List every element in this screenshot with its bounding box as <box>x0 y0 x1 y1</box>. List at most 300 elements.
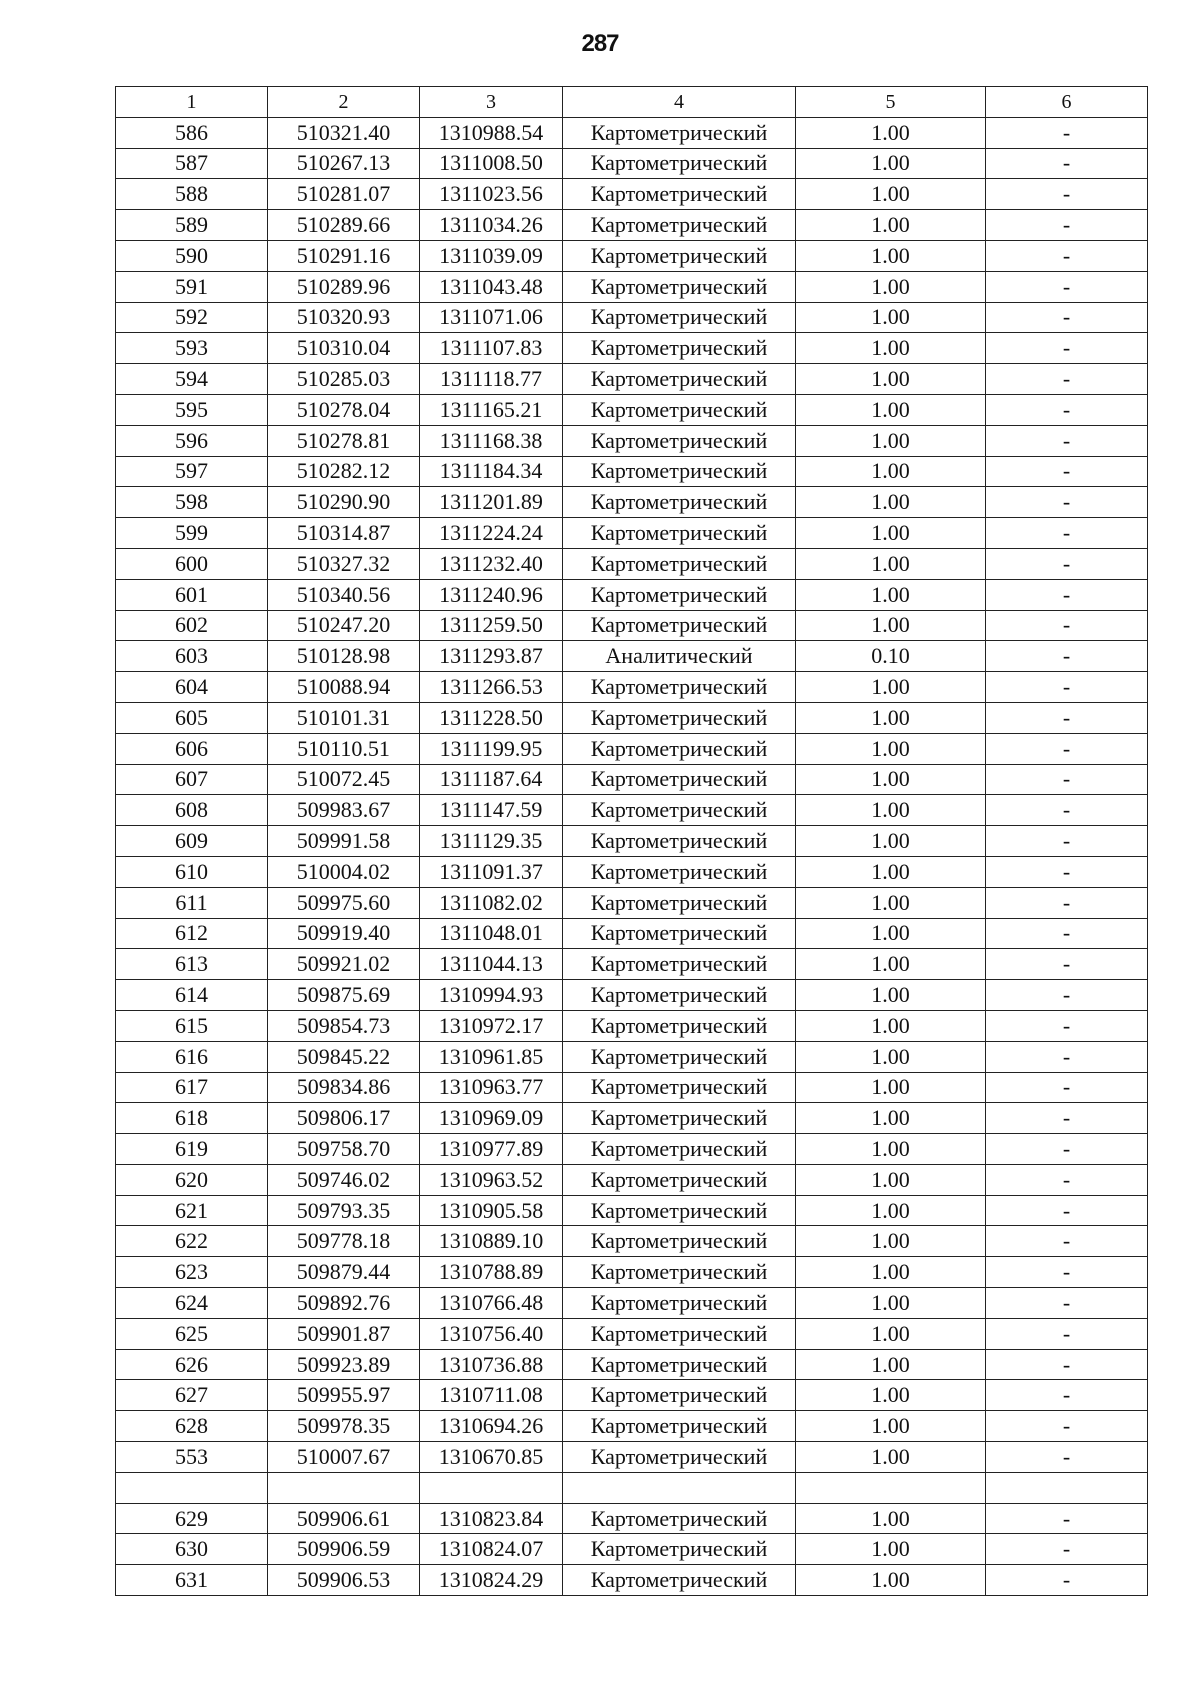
accuracy-cell: 1.00 <box>796 333 986 364</box>
method-cell: Картометрический <box>563 1134 796 1165</box>
point-number-cell: 613 <box>116 949 268 980</box>
description-cell: - <box>986 764 1148 795</box>
description-cell: - <box>986 1134 1148 1165</box>
accuracy-cell: 1.00 <box>796 856 986 887</box>
method-cell: Картометрический <box>563 1442 796 1473</box>
accuracy-cell: 1.00 <box>796 1442 986 1473</box>
method-cell: Картометрический <box>563 672 796 703</box>
description-cell: - <box>986 1103 1148 1134</box>
x-coordinate-cell: 510278.04 <box>268 394 420 425</box>
point-number-cell: 601 <box>116 579 268 610</box>
table-row <box>116 240 1148 271</box>
y-coordinate-cell: 1311147.59 <box>420 795 563 826</box>
x-coordinate-cell: 510088.94 <box>268 672 420 703</box>
x-coordinate-cell: 510321.40 <box>268 117 420 148</box>
x-coordinate-cell: 510314.87 <box>268 518 420 549</box>
accuracy-cell: 1.00 <box>796 179 986 210</box>
x-coordinate-cell: 509879.44 <box>268 1257 420 1288</box>
table-row <box>116 1503 1148 1534</box>
x-coordinate-cell: 510291.16 <box>268 240 420 271</box>
y-coordinate-cell: 1310766.48 <box>420 1288 563 1319</box>
y-coordinate-cell: 1311044.13 <box>420 949 563 980</box>
x-coordinate-cell: 509845.22 <box>268 1041 420 1072</box>
y-coordinate-cell: 1310972.17 <box>420 1010 563 1041</box>
point-number-cell: 594 <box>116 364 268 395</box>
y-coordinate-cell: 1310905.58 <box>420 1195 563 1226</box>
point-number-cell: 616 <box>116 1041 268 1072</box>
y-coordinate-cell: 1311228.50 <box>420 702 563 733</box>
description-cell: - <box>986 302 1148 333</box>
y-coordinate-cell: 1311091.37 <box>420 856 563 887</box>
description-cell: - <box>986 579 1148 610</box>
x-coordinate-cell: 509854.73 <box>268 1010 420 1041</box>
column-header-3: 3 <box>420 87 563 118</box>
accuracy-cell: 1.00 <box>796 1565 986 1596</box>
accuracy-cell: 1.00 <box>796 980 986 1011</box>
accuracy-cell: 1.00 <box>796 1288 986 1319</box>
point-number-cell: 625 <box>116 1318 268 1349</box>
accuracy-cell: 1.00 <box>796 1534 986 1565</box>
table-row <box>116 949 1148 980</box>
y-coordinate-cell: 1310824.07 <box>420 1534 563 1565</box>
description-cell: - <box>986 240 1148 271</box>
description-cell: - <box>986 518 1148 549</box>
method-cell: Картометрический <box>563 456 796 487</box>
description-cell: - <box>986 795 1148 826</box>
x-coordinate-cell: 510004.02 <box>268 856 420 887</box>
x-coordinate-cell: 509983.67 <box>268 795 420 826</box>
method-cell: Картометрический <box>563 1318 796 1349</box>
description-cell: - <box>986 548 1148 579</box>
description-cell: - <box>986 1442 1148 1473</box>
accuracy-cell: 1.00 <box>796 887 986 918</box>
accuracy-cell: 1.00 <box>796 548 986 579</box>
x-coordinate-cell: 510310.04 <box>268 333 420 364</box>
point-number-cell: 553 <box>116 1442 268 1473</box>
x-coordinate-cell: 510128.98 <box>268 641 420 672</box>
table-row <box>116 394 1148 425</box>
method-cell: Картометрический <box>563 210 796 241</box>
table-row <box>116 1349 1148 1380</box>
table-row <box>116 364 1148 395</box>
table-row <box>116 148 1148 179</box>
y-coordinate-cell: 1311201.89 <box>420 487 563 518</box>
table-row <box>116 733 1148 764</box>
method-cell: Картометрический <box>563 117 796 148</box>
table-row <box>116 271 1148 302</box>
x-coordinate-cell: 509778.18 <box>268 1226 420 1257</box>
x-coordinate-cell: 509901.87 <box>268 1318 420 1349</box>
table-row <box>116 672 1148 703</box>
accuracy-cell: 1.00 <box>796 487 986 518</box>
description-cell: - <box>986 641 1148 672</box>
x-coordinate-cell: 509834.86 <box>268 1072 420 1103</box>
y-coordinate-cell: 1310711.08 <box>420 1380 563 1411</box>
point-number-cell: 614 <box>116 980 268 1011</box>
y-coordinate-cell: 1311048.01 <box>420 918 563 949</box>
method-cell: Картометрический <box>563 1195 796 1226</box>
x-coordinate-cell: 509978.35 <box>268 1411 420 1442</box>
method-cell: Картометрический <box>563 1534 796 1565</box>
table-row <box>116 1411 1148 1442</box>
table-header <box>116 87 1148 118</box>
method-cell: Картометрический <box>563 148 796 179</box>
point-number-cell: 627 <box>116 1380 268 1411</box>
x-coordinate-cell: 509906.53 <box>268 1565 420 1596</box>
table-row <box>116 179 1148 210</box>
description-cell: - <box>986 271 1148 302</box>
table-row <box>116 1226 1148 1257</box>
description-cell: - <box>986 1072 1148 1103</box>
table-row <box>116 1103 1148 1134</box>
table-row <box>116 826 1148 857</box>
method-cell: Картометрический <box>563 1164 796 1195</box>
point-number-cell: 589 <box>116 210 268 241</box>
y-coordinate-cell: 1311034.26 <box>420 210 563 241</box>
method-cell: Картометрический <box>563 1288 796 1319</box>
accuracy-cell: 1.00 <box>796 1318 986 1349</box>
description-cell: - <box>986 1534 1148 1565</box>
accuracy-cell: 1.00 <box>796 610 986 641</box>
y-coordinate-cell: 1310694.26 <box>420 1411 563 1442</box>
method-cell: Картометрический <box>563 425 796 456</box>
column-header-2: 2 <box>268 87 420 118</box>
description-cell: - <box>986 733 1148 764</box>
y-coordinate-cell: 1310977.89 <box>420 1134 563 1165</box>
description-cell: - <box>986 1380 1148 1411</box>
table-row <box>116 1565 1148 1596</box>
x-coordinate-cell: 509758.70 <box>268 1134 420 1165</box>
y-coordinate-cell: 1310963.77 <box>420 1072 563 1103</box>
table-body <box>116 117 1148 1595</box>
x-coordinate-cell: 510267.13 <box>268 148 420 179</box>
x-coordinate-cell: 510289.96 <box>268 271 420 302</box>
table-row <box>116 548 1148 579</box>
description-cell: - <box>986 918 1148 949</box>
y-coordinate-cell: 1311129.35 <box>420 826 563 857</box>
table-row <box>116 210 1148 241</box>
y-coordinate-cell: 1311039.09 <box>420 240 563 271</box>
x-coordinate-cell: 509906.61 <box>268 1503 420 1534</box>
description-cell: - <box>986 487 1148 518</box>
method-cell: Картометрический <box>563 795 796 826</box>
x-coordinate-cell: 510247.20 <box>268 610 420 641</box>
method-cell: Картометрический <box>563 1226 796 1257</box>
x-coordinate-cell: 509746.02 <box>268 1164 420 1195</box>
method-cell: Картометрический <box>563 1010 796 1041</box>
table-row <box>116 856 1148 887</box>
description-cell: - <box>986 1226 1148 1257</box>
description-cell: - <box>986 1164 1148 1195</box>
table-row <box>116 333 1148 364</box>
accuracy-cell: 1.00 <box>796 1349 986 1380</box>
x-coordinate-cell <box>268 1472 420 1503</box>
accuracy-cell: 1.00 <box>796 1103 986 1134</box>
point-number-cell: 599 <box>116 518 268 549</box>
x-coordinate-cell: 510101.31 <box>268 702 420 733</box>
accuracy-cell: 1.00 <box>796 117 986 148</box>
y-coordinate-cell: 1310756.40 <box>420 1318 563 1349</box>
point-number-cell: 606 <box>116 733 268 764</box>
accuracy-cell: 1.00 <box>796 456 986 487</box>
table-row <box>116 1257 1148 1288</box>
method-cell: Картометрический <box>563 980 796 1011</box>
accuracy-cell: 1.00 <box>796 518 986 549</box>
accuracy-cell: 1.00 <box>796 949 986 980</box>
point-number-cell: 624 <box>116 1288 268 1319</box>
x-coordinate-cell: 510278.81 <box>268 425 420 456</box>
method-cell: Картометрический <box>563 1503 796 1534</box>
y-coordinate-cell: 1310824.29 <box>420 1565 563 1596</box>
point-number-cell: 631 <box>116 1565 268 1596</box>
y-coordinate-cell: 1311293.87 <box>420 641 563 672</box>
accuracy-cell: 1.00 <box>796 210 986 241</box>
x-coordinate-cell: 509892.76 <box>268 1288 420 1319</box>
point-number-cell: 608 <box>116 795 268 826</box>
description-cell: - <box>986 1503 1148 1534</box>
accuracy-cell: 1.00 <box>796 271 986 302</box>
point-number-cell: 587 <box>116 148 268 179</box>
method-cell: Картометрический <box>563 579 796 610</box>
accuracy-cell: 1.00 <box>796 1134 986 1165</box>
table-row <box>116 702 1148 733</box>
accuracy-cell: 1.00 <box>796 826 986 857</box>
y-coordinate-cell: 1310969.09 <box>420 1103 563 1134</box>
accuracy-cell: 1.00 <box>796 1010 986 1041</box>
table-row <box>116 1041 1148 1072</box>
column-header-6: 6 <box>986 87 1148 118</box>
x-coordinate-cell: 509975.60 <box>268 887 420 918</box>
description-cell: - <box>986 826 1148 857</box>
table-row <box>116 1164 1148 1195</box>
table-row <box>116 887 1148 918</box>
description-cell: - <box>986 1288 1148 1319</box>
y-coordinate-cell: 1311107.83 <box>420 333 563 364</box>
description-cell: - <box>986 394 1148 425</box>
accuracy-cell: 1.00 <box>796 394 986 425</box>
method-cell: Картометрический <box>563 1072 796 1103</box>
y-coordinate-cell: 1310889.10 <box>420 1226 563 1257</box>
y-coordinate-cell: 1310823.84 <box>420 1503 563 1534</box>
x-coordinate-cell: 510110.51 <box>268 733 420 764</box>
header-row <box>116 87 1148 118</box>
x-coordinate-cell: 510327.32 <box>268 548 420 579</box>
point-number-cell: 610 <box>116 856 268 887</box>
method-cell: Картометрический <box>563 610 796 641</box>
description-cell <box>986 1472 1148 1503</box>
table-row <box>116 1318 1148 1349</box>
y-coordinate-cell: 1311008.50 <box>420 148 563 179</box>
point-number-cell: 618 <box>116 1103 268 1134</box>
accuracy-cell: 1.00 <box>796 148 986 179</box>
point-number-cell: 590 <box>116 240 268 271</box>
y-coordinate-cell <box>420 1472 563 1503</box>
table-row <box>116 1380 1148 1411</box>
point-number-cell: 596 <box>116 425 268 456</box>
point-number-cell: 602 <box>116 610 268 641</box>
y-coordinate-cell: 1311184.34 <box>420 456 563 487</box>
accuracy-cell: 1.00 <box>796 1503 986 1534</box>
table-row <box>116 579 1148 610</box>
point-number-cell: 588 <box>116 179 268 210</box>
y-coordinate-cell: 1310736.88 <box>420 1349 563 1380</box>
table-row <box>116 1442 1148 1473</box>
point-number-cell: 626 <box>116 1349 268 1380</box>
accuracy-cell: 1.00 <box>796 1226 986 1257</box>
table-row <box>116 487 1148 518</box>
point-number-cell: 621 <box>116 1195 268 1226</box>
point-number-cell: 623 <box>116 1257 268 1288</box>
point-number-cell: 629 <box>116 1503 268 1534</box>
description-cell: - <box>986 1041 1148 1072</box>
description-cell: - <box>986 1411 1148 1442</box>
accuracy-cell: 1.00 <box>796 764 986 795</box>
y-coordinate-cell: 1311071.06 <box>420 302 563 333</box>
accuracy-cell: 1.00 <box>796 1072 986 1103</box>
method-cell: Картометрический <box>563 1565 796 1596</box>
point-number-cell: 604 <box>116 672 268 703</box>
point-number-cell: 607 <box>116 764 268 795</box>
y-coordinate-cell: 1311168.38 <box>420 425 563 456</box>
coordinates-table <box>115 86 1148 1596</box>
table-row <box>116 1472 1148 1503</box>
point-number-cell: 605 <box>116 702 268 733</box>
page-number: 287 <box>581 30 619 57</box>
method-cell: Картометрический <box>563 1411 796 1442</box>
method-cell: Картометрический <box>563 702 796 733</box>
method-cell: Картометрический <box>563 764 796 795</box>
point-number-cell: 630 <box>116 1534 268 1565</box>
table-row <box>116 610 1148 641</box>
point-number-cell: 619 <box>116 1134 268 1165</box>
x-coordinate-cell: 510289.66 <box>268 210 420 241</box>
method-cell: Картометрический <box>563 333 796 364</box>
accuracy-cell: 1.00 <box>796 425 986 456</box>
method-cell: Картометрический <box>563 949 796 980</box>
table-row <box>116 117 1148 148</box>
x-coordinate-cell: 510072.45 <box>268 764 420 795</box>
y-coordinate-cell: 1311023.56 <box>420 179 563 210</box>
method-cell: Картометрический <box>563 240 796 271</box>
column-header-1: 1 <box>116 87 268 118</box>
point-number-cell: 617 <box>116 1072 268 1103</box>
x-coordinate-cell: 509906.59 <box>268 1534 420 1565</box>
table-row <box>116 1195 1148 1226</box>
point-number-cell: 598 <box>116 487 268 518</box>
accuracy-cell: 1.00 <box>796 240 986 271</box>
table-row <box>116 518 1148 549</box>
description-cell: - <box>986 364 1148 395</box>
method-cell: Картометрический <box>563 1380 796 1411</box>
method-cell: Картометрический <box>563 179 796 210</box>
x-coordinate-cell: 509919.40 <box>268 918 420 949</box>
description-cell: - <box>986 980 1148 1011</box>
method-cell: Картометрический <box>563 364 796 395</box>
method-cell: Картометрический <box>563 1349 796 1380</box>
accuracy-cell: 1.00 <box>796 1164 986 1195</box>
accuracy-cell: 1.00 <box>796 302 986 333</box>
table-row <box>116 795 1148 826</box>
method-cell: Картометрический <box>563 487 796 518</box>
method-cell: Картометрический <box>563 1103 796 1134</box>
accuracy-cell: 1.00 <box>796 918 986 949</box>
method-cell: Картометрический <box>563 302 796 333</box>
method-cell: Картометрический <box>563 856 796 887</box>
description-cell: - <box>986 1257 1148 1288</box>
x-coordinate-cell: 509921.02 <box>268 949 420 980</box>
point-number-cell: 593 <box>116 333 268 364</box>
point-number-cell: 603 <box>116 641 268 672</box>
table-row <box>116 1534 1148 1565</box>
x-coordinate-cell: 510282.12 <box>268 456 420 487</box>
accuracy-cell: 1.00 <box>796 1195 986 1226</box>
point-number-cell: 609 <box>116 826 268 857</box>
accuracy-cell <box>796 1472 986 1503</box>
accuracy-cell: 1.00 <box>796 733 986 764</box>
x-coordinate-cell: 510285.03 <box>268 364 420 395</box>
y-coordinate-cell: 1311118.77 <box>420 364 563 395</box>
accuracy-cell: 1.00 <box>796 1041 986 1072</box>
description-cell: - <box>986 456 1148 487</box>
y-coordinate-cell: 1310961.85 <box>420 1041 563 1072</box>
point-number-cell: 591 <box>116 271 268 302</box>
column-header-5: 5 <box>796 87 986 118</box>
description-cell: - <box>986 179 1148 210</box>
x-coordinate-cell: 510281.07 <box>268 179 420 210</box>
y-coordinate-cell: 1310788.89 <box>420 1257 563 1288</box>
table-row <box>116 918 1148 949</box>
y-coordinate-cell: 1310963.52 <box>420 1164 563 1195</box>
table-row <box>116 425 1148 456</box>
method-cell: Картометрический <box>563 826 796 857</box>
point-number-cell: 611 <box>116 887 268 918</box>
method-cell: Картометрический <box>563 918 796 949</box>
method-cell: Картометрический <box>563 271 796 302</box>
y-coordinate-cell: 1310988.54 <box>420 117 563 148</box>
accuracy-cell: 1.00 <box>796 364 986 395</box>
description-cell: - <box>986 1318 1148 1349</box>
method-cell <box>563 1472 796 1503</box>
accuracy-cell: 1.00 <box>796 795 986 826</box>
description-cell: - <box>986 210 1148 241</box>
description-cell: - <box>986 1565 1148 1596</box>
description-cell: - <box>986 856 1148 887</box>
accuracy-cell: 1.00 <box>796 1411 986 1442</box>
x-coordinate-cell: 510340.56 <box>268 579 420 610</box>
point-number-cell: 620 <box>116 1164 268 1195</box>
y-coordinate-cell: 1311232.40 <box>420 548 563 579</box>
accuracy-cell: 1.00 <box>796 1380 986 1411</box>
description-cell: - <box>986 333 1148 364</box>
x-coordinate-cell: 509955.97 <box>268 1380 420 1411</box>
x-coordinate-cell: 509923.89 <box>268 1349 420 1380</box>
point-number-cell: 586 <box>116 117 268 148</box>
x-coordinate-cell: 510290.90 <box>268 487 420 518</box>
x-coordinate-cell: 509875.69 <box>268 980 420 1011</box>
description-cell: - <box>986 887 1148 918</box>
point-number-cell <box>116 1472 268 1503</box>
method-cell: Аналитический <box>563 641 796 672</box>
accuracy-cell: 1.00 <box>796 672 986 703</box>
description-cell: - <box>986 117 1148 148</box>
x-coordinate-cell: 509991.58 <box>268 826 420 857</box>
point-number-cell: 628 <box>116 1411 268 1442</box>
description-cell: - <box>986 148 1148 179</box>
y-coordinate-cell: 1311259.50 <box>420 610 563 641</box>
accuracy-cell: 0.10 <box>796 641 986 672</box>
description-cell: - <box>986 1349 1148 1380</box>
description-cell: - <box>986 672 1148 703</box>
